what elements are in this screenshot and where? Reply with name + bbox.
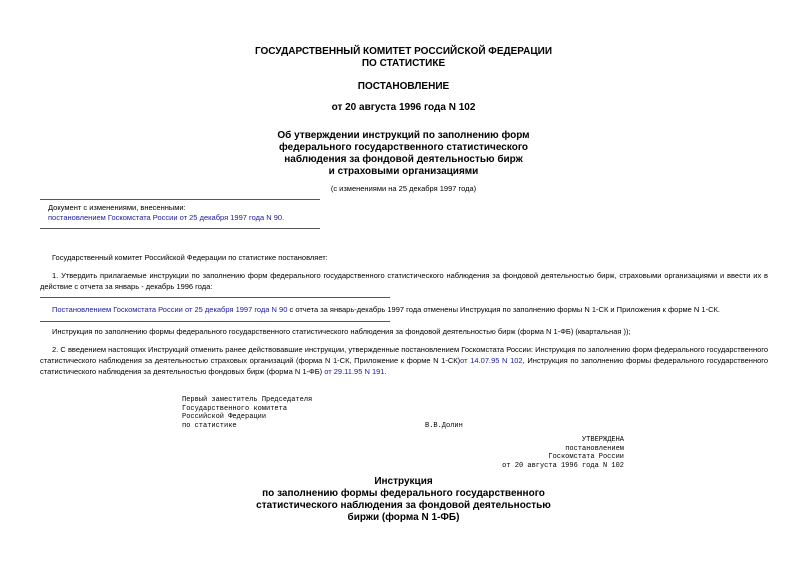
instruction-title-line1: Инструкция (374, 476, 433, 487)
note1-text: с отчета за январь-декабрь 1997 года отменены Инструкция по заполнению формы N 1-СК и Приложения к форме N 1-СК. (287, 305, 720, 314)
note2-rule (40, 321, 390, 322)
signature-line4: по статистике (182, 421, 237, 430)
p2-link-1[interactable]: от 14.07.95 N 102 (460, 356, 523, 365)
p2-text-b: , Инструкция по заполнению формы федерального государственного статистического наблюдения за деятельностью фондовых бирж (форма N 1-ФБ) (40, 356, 769, 376)
signature-line1: Первый заместитель Председателя (182, 396, 313, 404)
note-1 (52, 304, 768, 315)
signatory-name: В.В.Долин (425, 421, 463, 430)
signature-line2: Государственного комитета (182, 404, 288, 413)
changes-box-top-rule (40, 199, 320, 200)
instruction-title-line4: биржи (форма N 1-ФБ) (347, 512, 460, 523)
doc-title-line1: Об утверждении инструкций по заполнению форм (277, 130, 530, 141)
changes-box-label: Документ с изменениями, внесенными: (48, 203, 186, 212)
approval-line1: УТВЕРЖДЕНА (581, 436, 624, 444)
doc-title-line3: наблюдения за фондовой деятельностью бирж (284, 154, 523, 165)
org-name-line2: ПО СТАТИСТИКЕ (361, 58, 446, 69)
p2-text-a: 2. С введением настоящих Инструкций отменить ранее действовавшие инструкции, утвержденные постановлением Госкомстата России: Инструкция по заполнению форм федерального государственного статистического наблюдения за деятельностью страховых организаций (форма N 1-СК, Приложение к форме N 1-СК) (40, 345, 768, 365)
note-2: Инструкция по заполнению формы федерального государственного статистического наблюдения за фондовой деятельностью бирж (форма N 1-ФБ) (квартальная )); (52, 327, 631, 336)
approval-line4: от 20 августа 1996 года N 102 (502, 461, 624, 470)
paragraph-1: 1. Утвердить прилагаемые инструкции по заполнению форм федерального государственного статистического наблюдения за фондовой деятельностью бирж, страховыми организациями и ввести их в действие с отчета за январь - декабрь 1996 года: (40, 271, 768, 291)
approval-line3: Госкомстата России (548, 453, 624, 461)
org-name-line1: ГОСУДАРСТВЕННЫЙ КОМИТЕТ РОССИЙСКОЙ ФЕДЕРАЦИИ (254, 46, 553, 57)
signature-line3: Российской Федерации (182, 413, 267, 421)
note1-rule (40, 297, 390, 298)
changes-box-link[interactable]: постановлением Госкомстата России от 25 декабря 1997 года N 90. (48, 213, 285, 222)
p2-link-2[interactable]: от 29.11.95 N 191 (324, 367, 385, 376)
instruction-title-line2: по заполнению формы федерального государственного (262, 488, 545, 499)
p2-text-c: . (384, 367, 387, 376)
paragraph-2 (40, 344, 768, 377)
note1-link[interactable]: Постановлением Госкомстата России от 25 декабря 1997 года N 90 (52, 305, 288, 314)
amendments-note: (с изменениями на 25 декабря 1997 года) (330, 184, 477, 193)
doc-title-line4: и страховыми организациями (328, 166, 479, 177)
doc-date-number: от 20 августа 1996 года N 102 (331, 102, 476, 113)
intro-text: Государственный комитет Российской Федерации по статистике постановляет: (52, 253, 328, 262)
approval-line2: постановлением (565, 444, 624, 453)
doc-type: ПОСТАНОВЛЕНИЕ (357, 81, 450, 92)
changes-box-bottom-rule (40, 228, 320, 229)
instruction-title-line3: статистического наблюдения за фондовой деятельностью (256, 500, 551, 511)
doc-title-line2: федерального государственного статистического (279, 142, 528, 153)
